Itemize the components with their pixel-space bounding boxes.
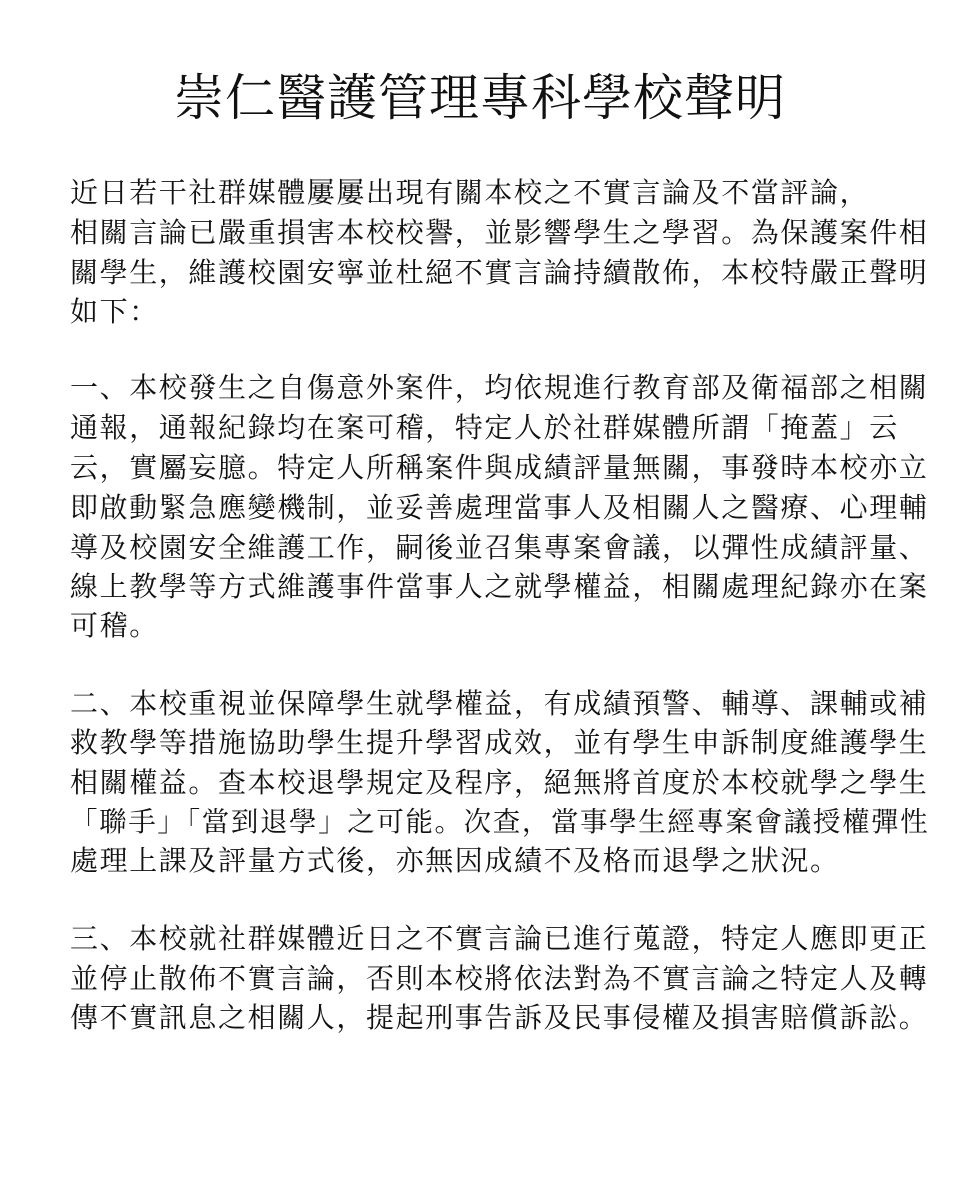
section-2-line: 相關權益。查本校退學規定及程序，絕無將首度於本校就學之學生 bbox=[70, 766, 929, 799]
section-1-line: 線上教學等方式維護事件當事人之就學權益，相關處理紀錄亦在案 bbox=[70, 570, 929, 603]
intro-line: 如下： bbox=[70, 295, 159, 328]
section-2-line: 處理上課及評量方式後，亦無因成績不及格而退學之狀況。 bbox=[70, 844, 840, 877]
section-1-line: 可稽。 bbox=[70, 609, 159, 642]
section-1-line: 云，實屬妄臆。特定人所稱案件與成績評量無關，事發時本校亦立 bbox=[70, 451, 929, 484]
document-title: 崇仁醫護管理專科學校聲明 bbox=[174, 69, 786, 127]
intro-line: 近日若干社群媒體屢屢出現有關本校之不實言論及不當評論， bbox=[70, 176, 870, 209]
intro-line: 關學生，維護校園安寧並杜絕不實言論持續散佈，本校特嚴正聲明 bbox=[70, 256, 929, 289]
section-2-line: 二、本校重視並保障學生就學權益，有成績預警、輔導、課輔或補 bbox=[70, 687, 929, 720]
section-2-line: 「聯手」「當到退學」之可能。次查，當事學生經專案會議授權彈性 bbox=[70, 806, 930, 838]
section-1-line: 導及校園安全維護工作，嗣後並召集專案會議，以彈性成績評量、 bbox=[70, 531, 929, 564]
section-3-line: 並停止散佈不實言論，否則本校將依法對為不實言論之特定人及轉 bbox=[70, 962, 929, 995]
section-1-line: 通報，通報紀錄均在案可稽，特定人於社群媒體所謂「掩蓋」云 bbox=[70, 411, 899, 444]
section-1-line: 一、本校發生之自傷意外案件，均依規進行教育部及衛福部之相關 bbox=[70, 371, 929, 404]
section-3-line: 傳不實訊息之相關人，提起刑事告訴及民事侵權及損害賠償訴訟。 bbox=[70, 1001, 929, 1034]
intro-line: 相關言論已嚴重損害本校校譽，並影響學生之學習。為保護案件相 bbox=[70, 216, 929, 249]
section-2-line: 救教學等措施協助學生提升學習成效，並有學生申訴制度維護學生 bbox=[70, 726, 929, 759]
section-1-line: 即啟動緊急應變機制，並妥善處理當事人及相關人之醫療、心理輔 bbox=[70, 491, 929, 524]
section-3-line: 三、本校就社群媒體近日之不實言論已進行蒐證，特定人應即更正 bbox=[70, 922, 929, 955]
